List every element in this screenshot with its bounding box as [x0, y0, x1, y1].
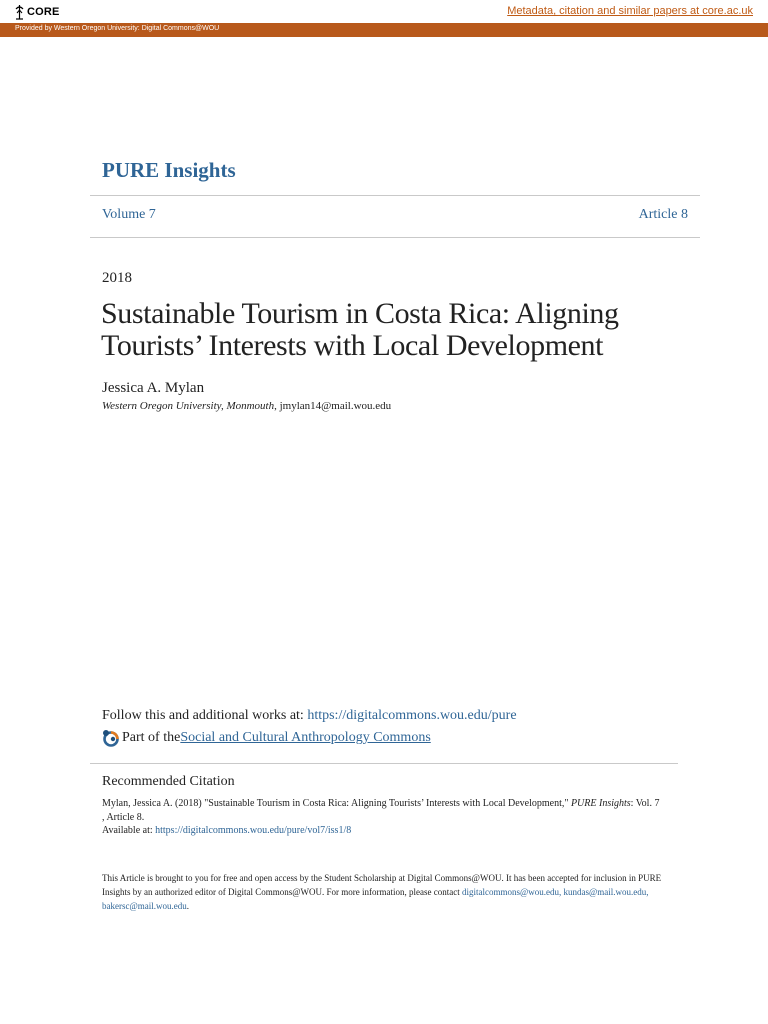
publication-year: 2018 [102, 270, 132, 286]
divider [90, 237, 700, 238]
follow-label: Follow this and additional works at: [102, 708, 308, 723]
part-of-label: Part of the [122, 730, 181, 745]
article-title: Sustainable Tourism in Costa Rica: Aligning Tourists’ Interests with Local Development [101, 297, 619, 362]
citation-text [102, 797, 662, 838]
author-institution: Western Oregon University, Monmouth [102, 400, 275, 412]
available-at-label: Available at: [102, 825, 156, 836]
provided-by-text: Provided by Western Oregon University: Digital Commons@WOU [15, 25, 220, 32]
contact-emails-link[interactable]: digitalcommons@wou.edu, kundas@mail.wou.edu, bakersc@mail.wou.edu [102, 887, 649, 911]
access-notice-text: This Article is brought to you for free and open access by the Student Scholarship at Digital Commons@WOU. It has been accepted for inclusion in PURE Insights by an authorized editor of Digital Commons@WOU. For more information, please contact [102, 873, 662, 897]
volume-link[interactable]: Volume 7 [102, 207, 156, 222]
core-banner [0, 0, 768, 23]
follow-url-link[interactable]: https://digitalcommons.wou.edu/pure [307, 708, 517, 723]
divider [90, 195, 700, 196]
access-notice-end: . [186, 901, 190, 911]
commons-network-icon [102, 729, 120, 747]
citation-text-before: Mylan, Jessica A. (2018) "Sustainable Tourism in Costa Rica: Aligning Tourists’ Interests with Local Development," [102, 798, 571, 809]
core-logo-text: CORE [27, 6, 60, 18]
citation-url-link[interactable]: https://digitalcommons.wou.edu/pure/vol7/iss1/8 [155, 825, 352, 836]
divider [90, 763, 678, 764]
core-logo-icon [14, 4, 25, 20]
provided-by-bar [0, 23, 768, 37]
commons-link[interactable]: Social and Cultural Anthropology Commons [180, 730, 431, 745]
core-logo[interactable] [14, 3, 60, 21]
author-email: , jmylan14@mail.wou.edu [274, 400, 392, 412]
journal-title-link[interactable]: PURE Insights [102, 158, 236, 182]
citation-text-after: : Vol. 7 , Article 8. [102, 798, 660, 823]
follow-line [102, 708, 517, 724]
core-metadata-link[interactable]: Metadata, citation and similar papers at core.ac.uk [507, 5, 753, 17]
article-link[interactable]: Article 8 [638, 207, 688, 222]
author-name: Jessica A. Mylan [102, 380, 205, 396]
part-of-line [102, 729, 431, 747]
citation-journal: PURE Insights [570, 798, 631, 809]
access-notice [102, 871, 662, 913]
author-affiliation [102, 400, 391, 412]
recommended-citation-heading: Recommended Citation [102, 774, 235, 789]
